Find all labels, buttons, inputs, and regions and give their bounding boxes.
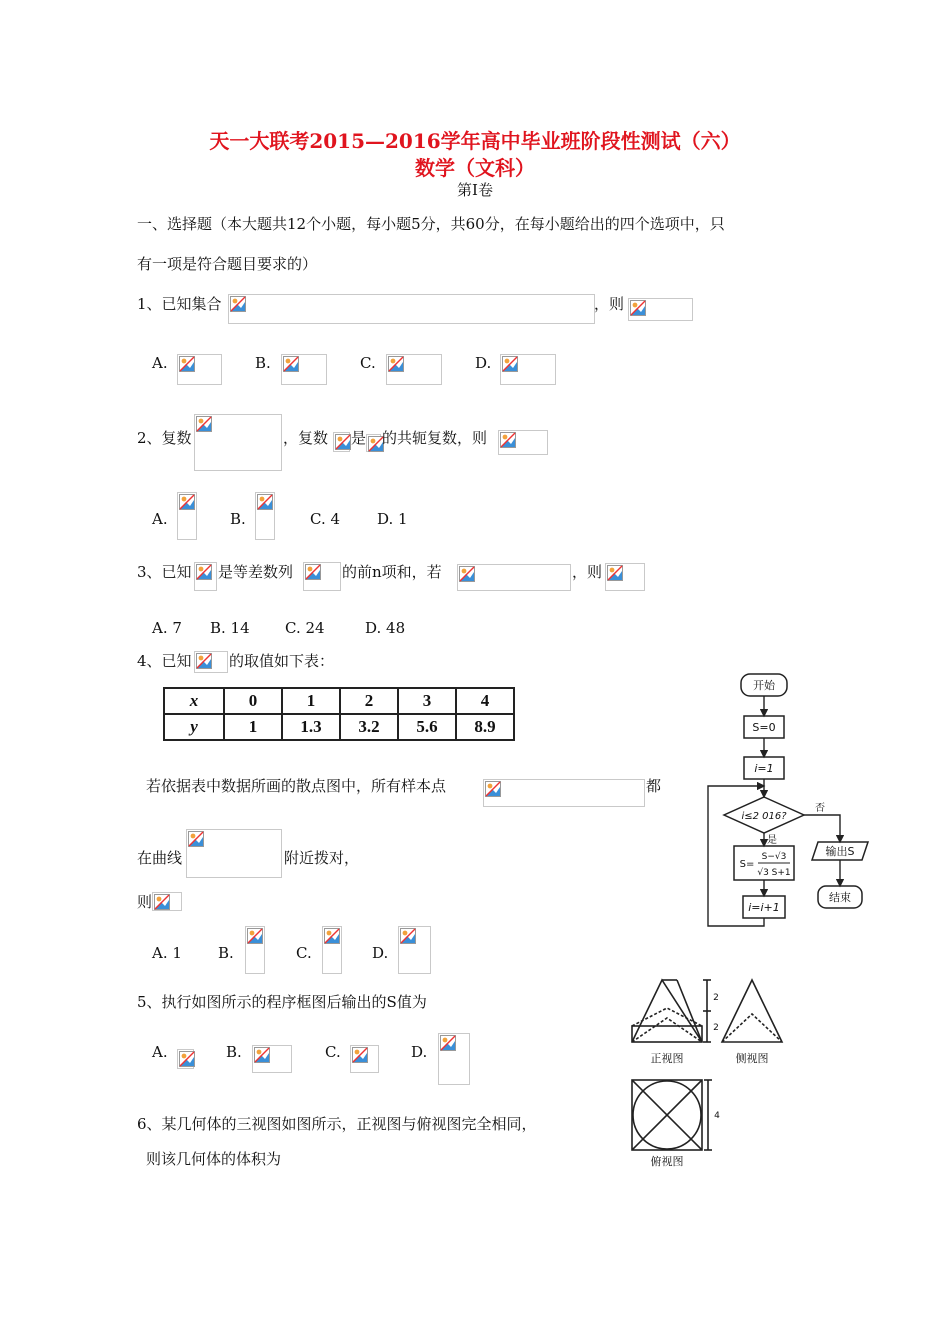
flow-init-i-label: i=1 — [754, 762, 774, 775]
q3-option-b: B. 14 — [210, 619, 250, 637]
table-cell: 0 — [224, 688, 282, 714]
formula-image — [350, 1045, 379, 1073]
q2-option-b: B. — [230, 510, 246, 528]
broken-image-icon — [502, 356, 518, 372]
dimension-label: 2 — [713, 1023, 719, 1033]
formula-image — [628, 298, 693, 321]
q3-option-d: D. 48 — [365, 619, 406, 637]
formula-image — [303, 562, 341, 591]
formula-image — [333, 432, 350, 452]
section-instructions-1: 一、选择题（本大题共12个小题，每小题5分，共60分，在每小题给出的四个选项中，只 — [137, 215, 725, 233]
broken-image-icon — [230, 296, 246, 312]
broken-image-icon — [630, 300, 646, 316]
top-view-label: 俯视图 — [650, 1155, 684, 1168]
broken-image-icon — [196, 653, 212, 669]
table-cell: 8.9 — [456, 714, 514, 740]
table-cell: 1 — [224, 714, 282, 740]
broken-image-icon — [179, 494, 195, 510]
formula-image — [194, 651, 228, 673]
q1-text-b: ，则 — [594, 295, 625, 313]
q4-option-d: D. — [372, 944, 389, 962]
formula-image — [398, 926, 431, 974]
formula-image — [322, 926, 342, 974]
table-cell: 4 — [456, 688, 514, 714]
flow-assign-label: S= — [739, 859, 755, 870]
formula-image — [152, 892, 182, 911]
formula-image — [281, 354, 327, 385]
broken-image-icon — [154, 894, 170, 910]
broken-image-icon — [440, 1035, 456, 1051]
table-cell: 5.6 — [398, 714, 456, 740]
flow-condition-label: i≤2 016? — [741, 811, 787, 822]
q4-text-f: 附近拨对， — [284, 849, 360, 867]
broken-image-icon — [485, 781, 501, 797]
q4-text-a: 4、已知 — [137, 652, 192, 670]
three-view-diagram — [612, 970, 812, 1170]
table-cell: 3 — [398, 688, 456, 714]
formula-image — [498, 430, 548, 455]
flow-yes-label: 是 — [767, 835, 777, 846]
broken-image-icon — [388, 356, 404, 372]
flow-start-label: 开始 — [753, 679, 775, 692]
side-view-label: 侧视图 — [735, 1052, 769, 1065]
flow-init-s-label: S=0 — [752, 721, 776, 734]
formula-image — [605, 563, 645, 591]
broken-image-icon — [335, 434, 351, 450]
broken-image-icon — [324, 928, 340, 944]
dimension-label: 4 — [714, 1111, 720, 1121]
q2-option-a: A. — [152, 510, 168, 528]
table-cell: 1.3 — [282, 714, 340, 740]
q4-option-a: A. 1 — [152, 944, 182, 962]
xy-value-table — [163, 687, 515, 741]
formula-image — [228, 294, 595, 324]
broken-image-icon — [283, 356, 299, 372]
formula-image — [177, 1049, 194, 1069]
side-view — [722, 980, 782, 1042]
q3-text-b: 是等差数列 — [218, 563, 294, 581]
volume-label: 第Ⅰ卷 — [457, 181, 493, 199]
broken-image-icon — [400, 928, 416, 944]
q5-text-a: 5、执行如图所示的程序框图后输出的S值为 — [137, 993, 427, 1011]
flow-increment-label: i=i+1 — [748, 901, 780, 914]
broken-image-icon — [196, 564, 212, 580]
broken-image-icon — [607, 565, 623, 581]
table-cell: y — [164, 714, 224, 740]
formula-image — [255, 492, 275, 540]
broken-image-icon — [257, 494, 273, 510]
q5-option-b: B. — [226, 1043, 242, 1061]
broken-image-icon — [305, 564, 321, 580]
formula-image — [245, 926, 265, 974]
table-row — [164, 714, 514, 740]
formula-image — [177, 492, 197, 540]
q5-option-a: A. — [152, 1043, 168, 1061]
flow-end-label: 结束 — [829, 891, 851, 904]
dimension-label: 2 — [713, 993, 719, 1003]
q1-option-c: C. — [360, 354, 376, 372]
formula-image — [194, 414, 282, 471]
broken-image-icon — [500, 432, 516, 448]
front-view-label: 正视图 — [650, 1052, 684, 1065]
q2-text-a: 2、复数 — [137, 429, 192, 447]
front-view — [632, 980, 702, 1042]
q5-option-c: C. — [325, 1043, 341, 1061]
table-cell: 1 — [282, 688, 340, 714]
top-view — [632, 1080, 702, 1150]
q2-text-b: ，复数 — [283, 429, 329, 447]
q1-option-b: B. — [255, 354, 271, 372]
broken-image-icon — [254, 1047, 270, 1063]
broken-image-icon — [179, 356, 195, 372]
formula-image — [366, 434, 381, 452]
q1-option-a: A. — [152, 354, 168, 372]
formula-image — [252, 1045, 292, 1073]
formula-image — [500, 354, 556, 385]
q4-text-e: 在曲线 — [137, 849, 183, 867]
flow-no-label: 否 — [815, 803, 825, 814]
q4-text-g: 则 — [137, 893, 153, 911]
q3-text-c: 的前n项和，若 — [342, 563, 442, 581]
formula-image — [194, 562, 217, 591]
table-cell: x — [164, 688, 224, 714]
broken-image-icon — [188, 831, 204, 847]
formula-image — [483, 779, 645, 807]
q3-text-d: ，则 — [572, 563, 603, 581]
q4-text-c: 若依据表中数据所画的散点图中，所有样本点 — [146, 777, 447, 795]
q5-option-d: D. — [411, 1043, 428, 1061]
section-instructions-2: 有一项是符合题目要求的） — [137, 255, 318, 273]
program-flowchart — [700, 668, 880, 930]
q4-option-c: C. — [296, 944, 312, 962]
q2-text-d: 的共轭复数，则 — [382, 429, 488, 447]
broken-image-icon — [179, 1051, 195, 1067]
q4-text-d: 都 — [646, 777, 662, 795]
q2-option-d: D. 1 — [377, 510, 408, 528]
q1-option-d: D. — [475, 354, 492, 372]
broken-image-icon — [247, 928, 263, 944]
broken-image-icon — [196, 416, 212, 432]
q3-option-a: A. 7 — [152, 619, 182, 637]
q2-text-c: 是 — [351, 429, 367, 447]
q4-option-b: B. — [218, 944, 234, 962]
q3-text-a: 3、已知 — [137, 563, 192, 581]
flow-numerator: S−√3 — [761, 852, 787, 862]
formula-image — [457, 564, 571, 591]
table-cell: 3.2 — [340, 714, 398, 740]
broken-image-icon — [352, 1047, 368, 1063]
q4-text-b: 的取值如下表： — [229, 652, 335, 670]
flow-output-label: 输出S — [825, 845, 855, 858]
formula-image — [186, 829, 282, 878]
broken-image-icon — [459, 566, 475, 582]
formula-image — [386, 354, 442, 385]
table-row — [164, 688, 514, 714]
flow-denominator: √3 S+1 — [757, 868, 791, 878]
q1-text-a: 1、已知集合 — [137, 295, 222, 313]
q6-text-b: 则该几何体的体积为 — [146, 1150, 282, 1168]
title-line-2: 数学（文科） — [415, 156, 535, 180]
formula-image — [177, 354, 222, 385]
q2-option-c: C. 4 — [310, 510, 341, 528]
q6-text-a: 6、某几何体的三视图如图所示，正视图与俯视图完全相同， — [137, 1115, 537, 1133]
formula-image — [438, 1033, 470, 1085]
table-cell: 2 — [340, 688, 398, 714]
title-line-1: 天一大联考2015—2016学年高中毕业班阶段性测试（六） — [209, 129, 741, 153]
q3-option-c: C. 24 — [285, 619, 325, 637]
